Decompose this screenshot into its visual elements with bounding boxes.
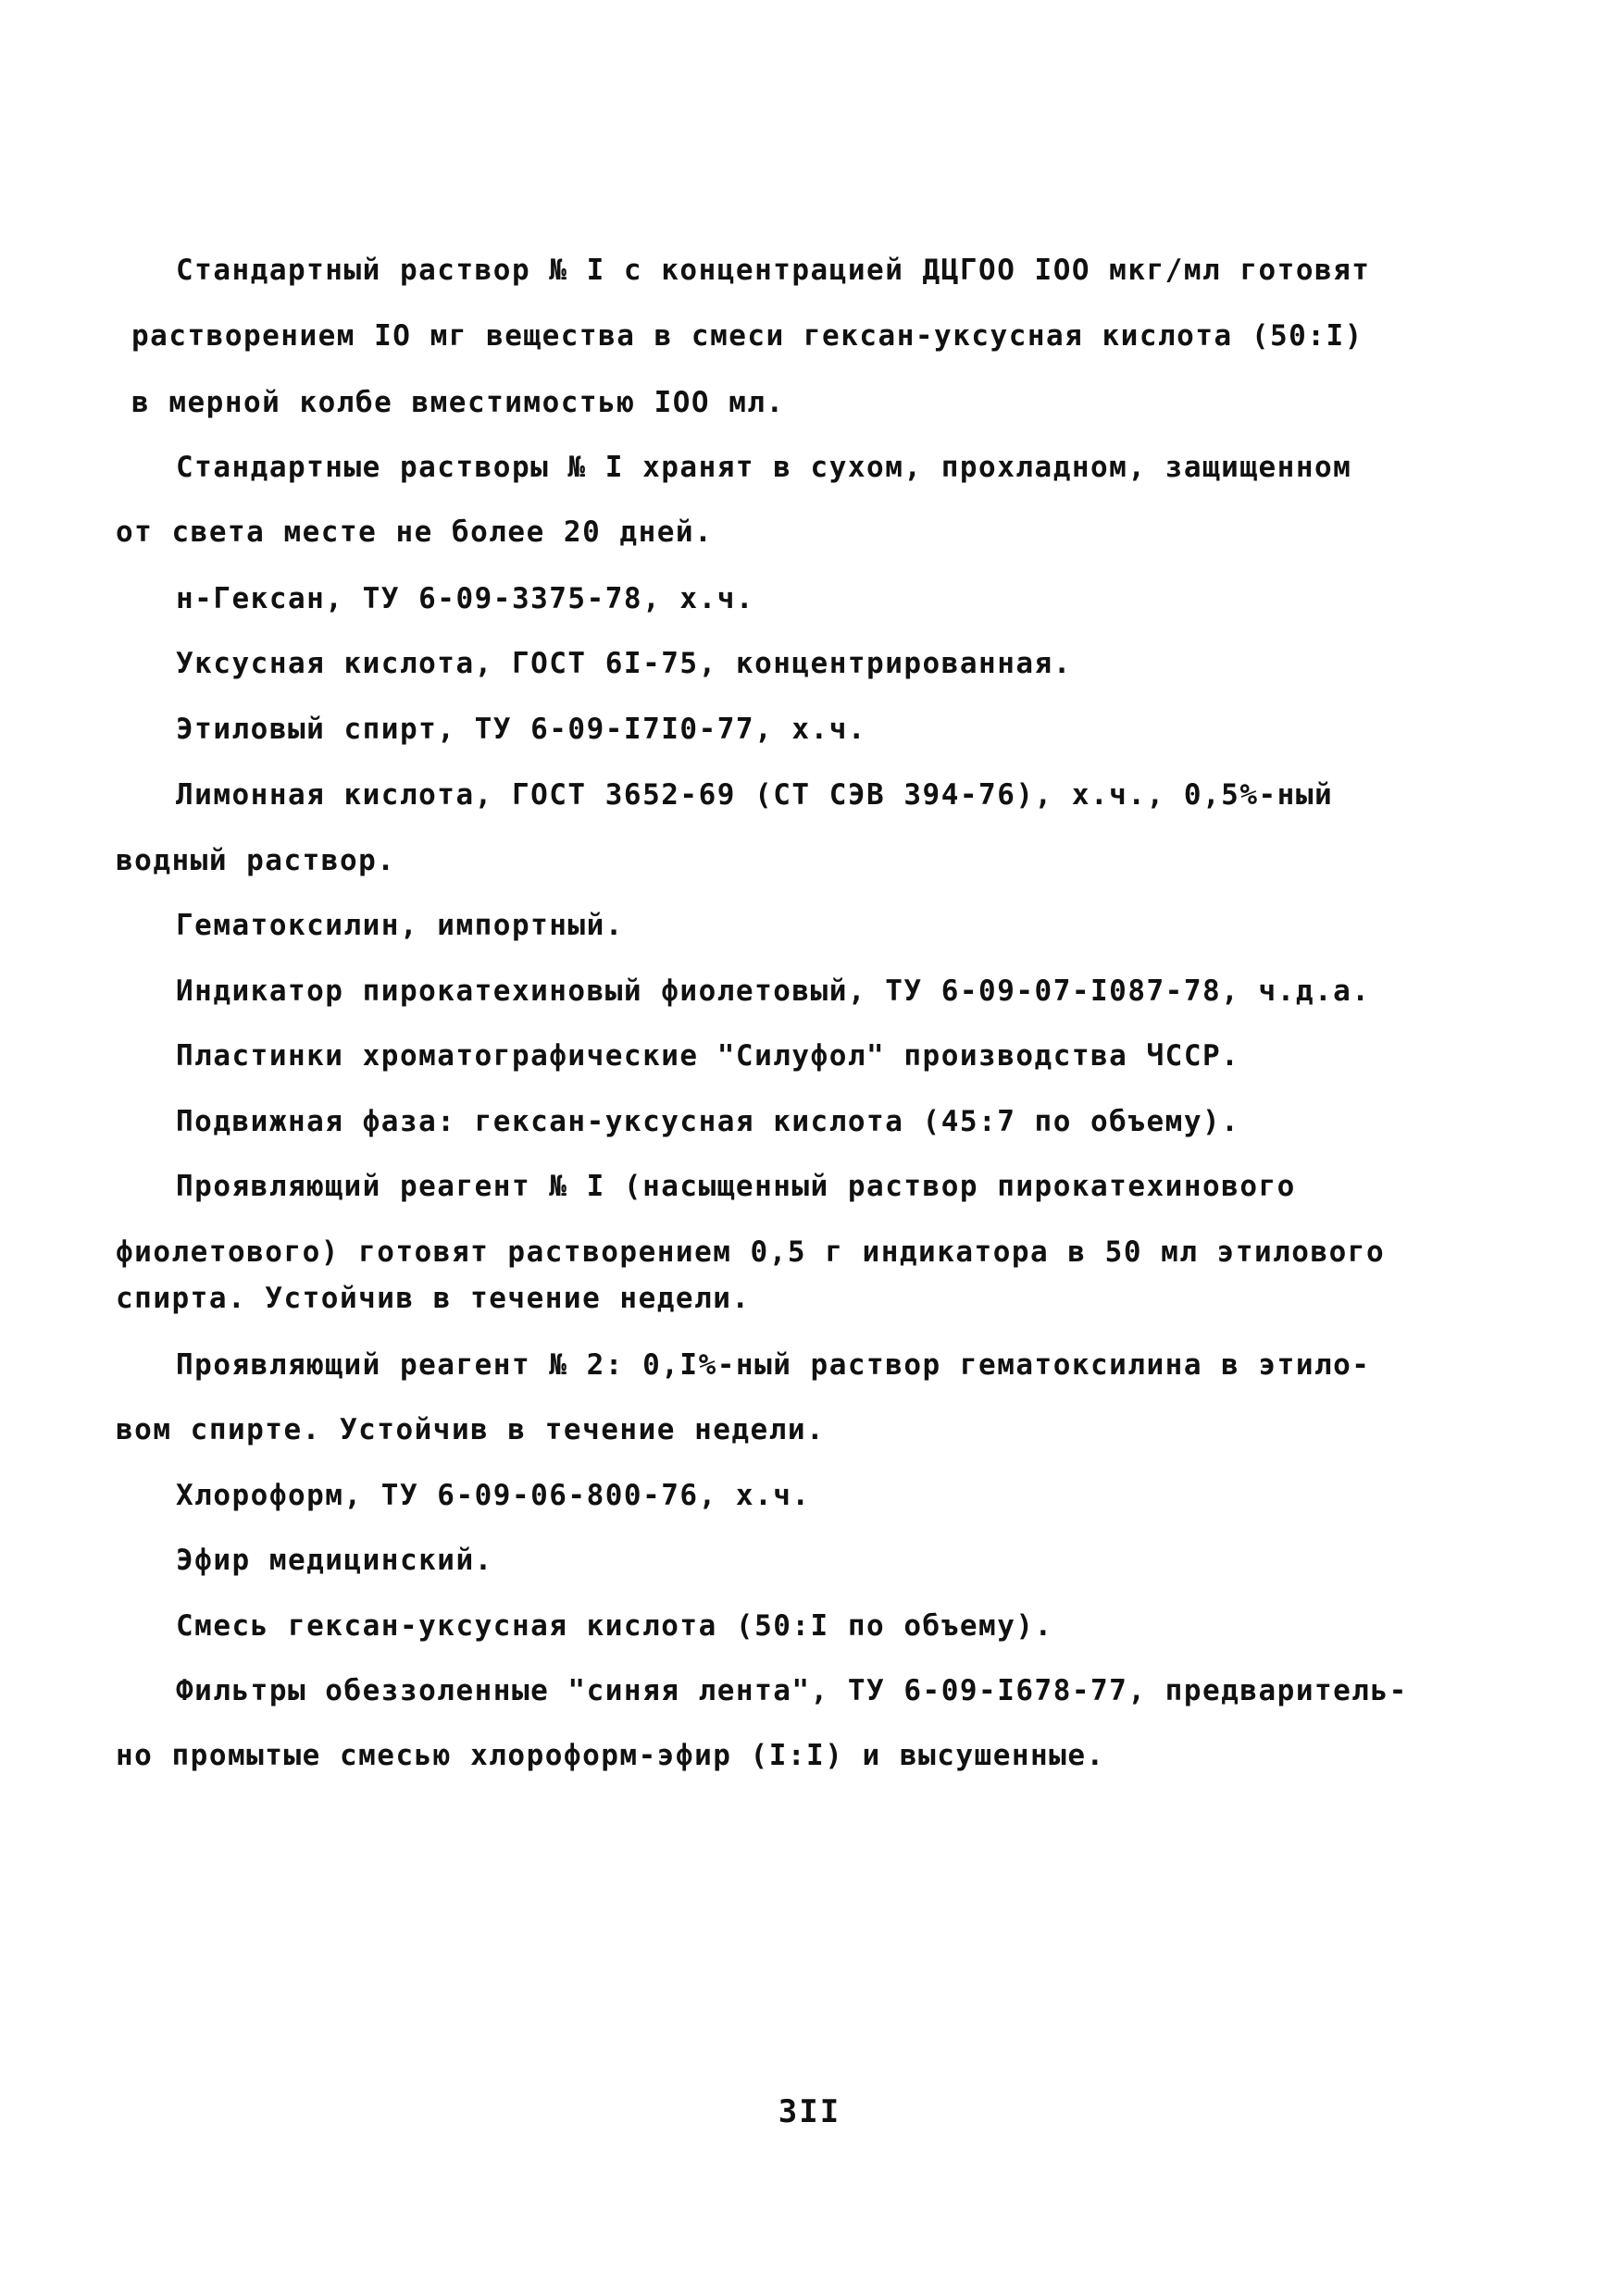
text-line: водный раствор. xyxy=(116,844,396,877)
text-line: Проявляющий реагент № I (насыщенный раствор пирокатехинового xyxy=(176,1170,1296,1203)
text-line: Гематоксилин, импортный. xyxy=(176,909,624,942)
text-line: Индикатор пирокатехиновый фиолетовый, ТУ 6-09-07-I087-78, ч.д.а. xyxy=(176,974,1371,1008)
text-line: Подвижная фаза: гексан-уксусная кислота (45:7 по объему). xyxy=(176,1105,1240,1138)
text-line: Стандартный раствор № I с концентрацией ДЦГОО IOO мкг/мл готовят xyxy=(176,254,1371,287)
text-line: в мерной колбе вместимостью IOO мл. xyxy=(131,386,785,419)
text-line: Хлороформ, ТУ 6-09-06-800-76, х.ч. xyxy=(176,1479,811,1512)
text-line: Фильтры обеззоленные "синяя лента", ТУ 6-09-I678-77, предваритель- xyxy=(176,1674,1408,1707)
text-line: Стандартные растворы № I хранят в сухом, прохладном, защищенном xyxy=(176,451,1352,484)
text-line: Лимонная кислота, ГОСТ 3652-69 (СТ СЭВ 394-76), х.ч., 0,5%-ный xyxy=(176,778,1334,812)
text-line: Эфир медицинский. xyxy=(176,1544,493,1577)
text-line: но промытые смесью хлороформ-эфир (I:I) и высушенные. xyxy=(116,1739,1105,1772)
text-line: фиолетового) готовят растворением 0,5 г индикатора в 50 мл этилового xyxy=(116,1235,1386,1269)
text-line: Смесь гексан-уксусная кислота (50:I по объему). xyxy=(176,1609,1053,1643)
text-line: вом спирте. Устойчив в течение недели. xyxy=(116,1413,826,1446)
text-line: Пластинки хроматографические "Силуфол" производства ЧССР. xyxy=(176,1039,1240,1073)
text-line: н-Гексан, ТУ 6-09-3375-78, х.ч. xyxy=(176,582,755,615)
text-line: спирта. Устойчив в течение недели. xyxy=(116,1282,751,1315)
text-line: растворением IO мг вещества в смеси гексан-уксусная кислота (50:I) xyxy=(131,319,1364,353)
page-number: 3II xyxy=(778,2093,841,2130)
text-line: Уксусная кислота, ГОСТ 6I-75, концентрированная. xyxy=(176,647,1072,680)
text-line: Проявляющий реагент № 2: 0,I%-ный раствор гематоксилина в этило- xyxy=(176,1348,1371,1382)
text-line: Этиловый спирт, ТУ 6-09-I7I0-77, х.ч. xyxy=(176,713,867,746)
text-line: от света месте не более 20 дней. xyxy=(116,515,714,549)
